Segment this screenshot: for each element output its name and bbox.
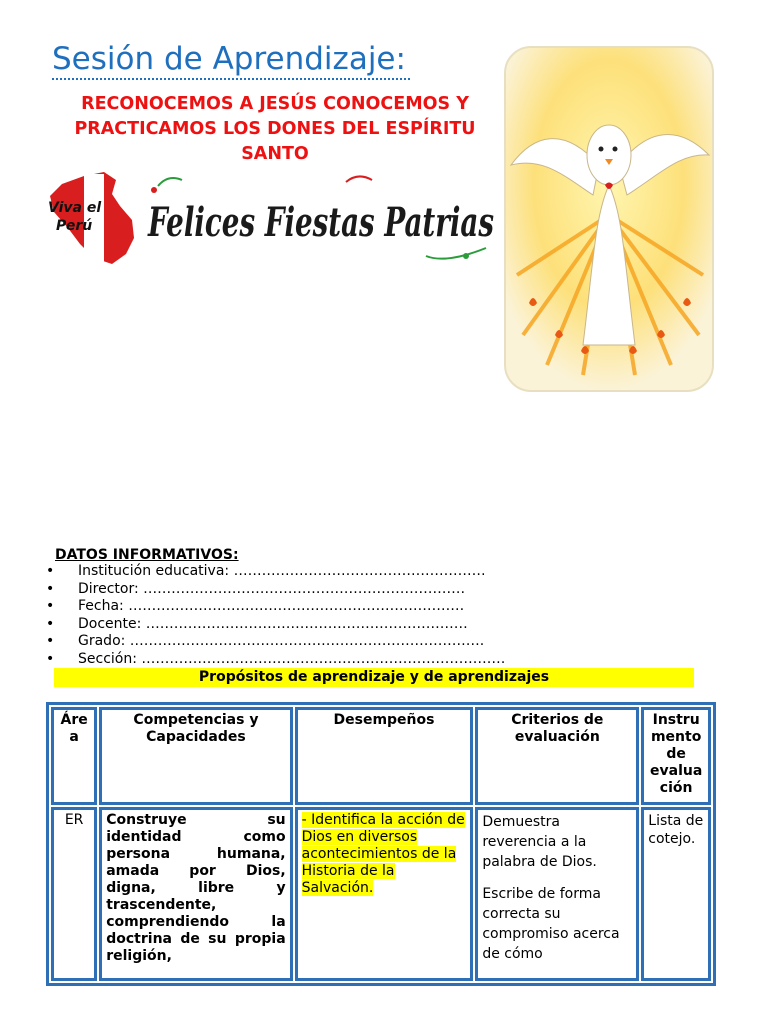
info-item-institucion: • Institución educativa: ……………………………………………… [46, 563, 486, 579]
map-text-2: Perú [56, 218, 93, 234]
learning-table [46, 702, 716, 986]
info-item-seccion: • Sección: …………………………………………………………………… [46, 650, 506, 667]
header-criterios: Criterios de evaluación [475, 707, 639, 805]
table-header-row [51, 707, 711, 805]
holy-spirit-dove-image [503, 45, 715, 393]
desempeno-highlight: - Identifica la acción de Dios en diversos acontecimientos de la Historia de la Salvación. [301, 812, 465, 896]
info-item-docente: • Docente: …………………………………………………………… [46, 615, 468, 632]
header-desempenos: Desempeños [295, 707, 474, 805]
page-title: Sesión de Aprendizaje: [52, 40, 410, 80]
header-area: Áre a [51, 707, 97, 805]
propositos-heading: Propósitos de aprendizaje y de aprendizajes [54, 668, 694, 687]
cell-competencias: Construye su identidad como persona humana, amada por Dios, digna, libre y trascendente, comprendiendo la doctrina de su propia religión, [99, 807, 292, 981]
session-subtitle: RECONOCEMOS A JESÚS CONOCEMOS Y PRACTICAMOS LOS DONES DEL ESPÍRITU SANTO [74, 94, 476, 164]
fiestas-patrias-banner [46, 168, 498, 266]
header-competencias: Competencias y Capacidades [99, 707, 292, 805]
criterio-1: Demuestra reverencia a la palabra de Dios. [482, 814, 597, 870]
criterio-2: Escribe de forma correcta su compromiso acerca de cómo [482, 886, 620, 962]
header-instrumento: Instru mento de evalua ción [641, 707, 711, 805]
felices-fiestas-patrias-text: Felices Fiestas Patrias [147, 199, 495, 246]
info-item-director: • Director: …………………………………………………………… [46, 580, 466, 597]
info-item-grado: • Grado: …………………………………………………………………. [46, 633, 485, 649]
map-text-1: Viva el [48, 200, 102, 216]
datos-heading: DATOS INFORMATIVOS: [55, 547, 239, 563]
cell-area: ER [51, 807, 97, 981]
table-row [51, 807, 711, 981]
cell-criterios [475, 807, 639, 981]
cell-desempenos [295, 807, 474, 981]
cell-instrumento: Lista de cotejo. [641, 807, 711, 981]
info-list [46, 563, 505, 668]
info-item-fecha: • Fecha: ……………………………………………………………… [46, 598, 465, 614]
